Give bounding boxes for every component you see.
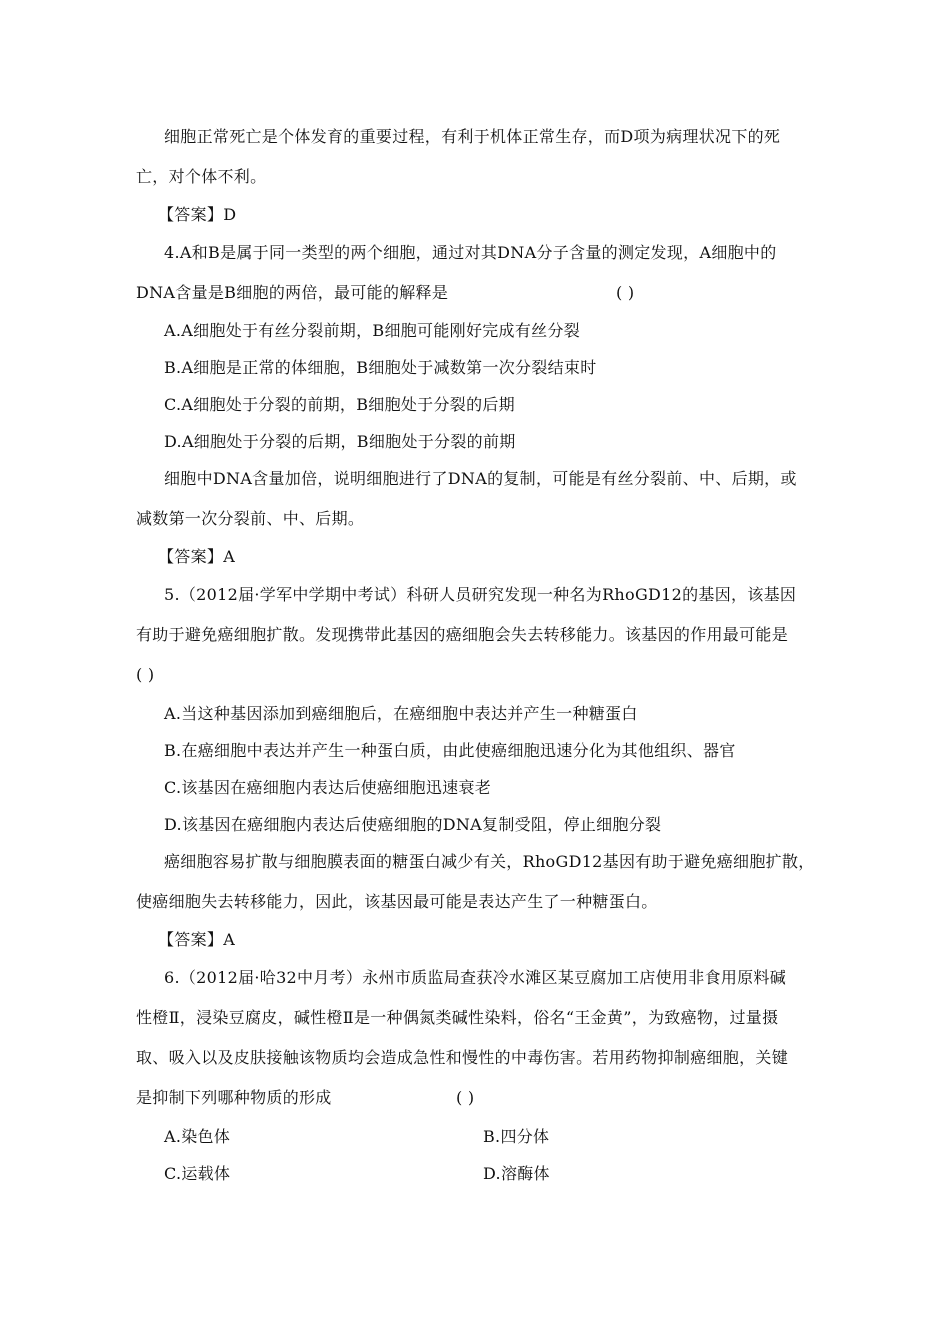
- q6-stem-line-1: 6.（2012届·哈32中月考）永州市质监局查获冷水滩区某豆腐加工店使用非食用原料碱: [164, 968, 787, 987]
- q6-stem-line-4: 是抑制下列哪种物质的形成: [136, 1088, 332, 1107]
- q4-explanation-line-1: 细胞中DNA含量加倍，说明细胞进行了DNA的复制，可能是有丝分裂前、中、后期，或: [164, 469, 797, 488]
- q5-option-d: D.该基因在癌细胞内表达后使癌细胞的DNA复制受阻，停止细胞分裂: [164, 815, 662, 834]
- q6-option-a: A.染色体: [164, 1127, 231, 1146]
- q6-stem-line-3: 取、吸入以及皮肤接触该物质均会造成急性和慢性的中毒伤害。若用药物抑制癌细胞，关键: [136, 1048, 789, 1067]
- q4-option-c: C.A细胞处于分裂的前期，B细胞处于分裂的后期: [164, 395, 515, 414]
- q5-stem-line-1: 5.（2012届·学军中学期中考试）科研人员研究发现一种名为RhoGD12的基因，该基因: [164, 585, 797, 604]
- q6-stem-line-2: 性橙Ⅱ，浸染豆腐皮，碱性橙Ⅱ是一种偶氮类碱性染料，俗名“王金黄”，为致癌物，过量摄: [136, 1008, 779, 1027]
- q4-option-b: B.A细胞是正常的体细胞，B细胞处于减数第一次分裂结束时: [164, 358, 597, 377]
- q5-explanation-line-1: 癌细胞容易扩散与细胞膜表面的糖蛋白减少有关，RhoGD12基因有助于避免癌细胞扩散，: [164, 852, 815, 871]
- q5-option-b: B.在癌细胞中表达并产生一种蛋白质，由此使癌细胞迅速分化为其他组织、器官: [164, 741, 736, 760]
- q3-explanation-line-2: 亡，对个体不利。: [136, 167, 267, 186]
- q3-answer: 【答案】D: [158, 205, 237, 224]
- q6-option-c: C.运载体: [164, 1164, 231, 1183]
- q5-stem-line-2: 有助于避免癌细胞扩散。发现携带此基因的癌细胞会失去转移能力。该基因的作用最可能是: [136, 625, 789, 644]
- q4-explanation-line-2: 减数第一次分裂前、中、后期。: [136, 509, 365, 528]
- q4-answer: 【答案】A: [158, 547, 236, 566]
- q4-answer-paren: ( ): [616, 283, 635, 302]
- q6-answer-paren: ( ): [456, 1088, 475, 1107]
- q4-stem-line-2: DNA含量是B细胞的两倍，最可能的解释是: [136, 283, 449, 302]
- q4-option-d: D.A细胞处于分裂的后期，B细胞处于分裂的前期: [164, 432, 516, 451]
- q4-option-a: A.A细胞处于有丝分裂前期，B细胞可能刚好完成有丝分裂: [164, 321, 581, 340]
- q6-option-d: D.溶酶体: [483, 1164, 550, 1183]
- q5-answer: 【答案】A: [158, 930, 236, 949]
- q5-option-c: C.该基因在癌细胞内表达后使癌细胞迅速衰老: [164, 778, 492, 797]
- q5-answer-paren: ( ): [136, 665, 155, 684]
- q6-option-b: B.四分体: [483, 1127, 550, 1146]
- q4-stem-line-1: 4.A和B是属于同一类型的两个细胞，通过对其DNA分子含量的测定发现，A细胞中的: [164, 243, 777, 262]
- q5-option-a: A.当这种基因添加到癌细胞后，在癌细胞中表达并产生一种糖蛋白: [164, 704, 638, 723]
- q3-explanation-line-1: 细胞正常死亡是个体发育的重要过程，有利于机体正常生存，而D项为病理状况下的死: [164, 127, 781, 146]
- q5-explanation-line-2: 使癌细胞失去转移能力，因此，该基因最可能是表达产生了一种糖蛋白。: [136, 892, 658, 911]
